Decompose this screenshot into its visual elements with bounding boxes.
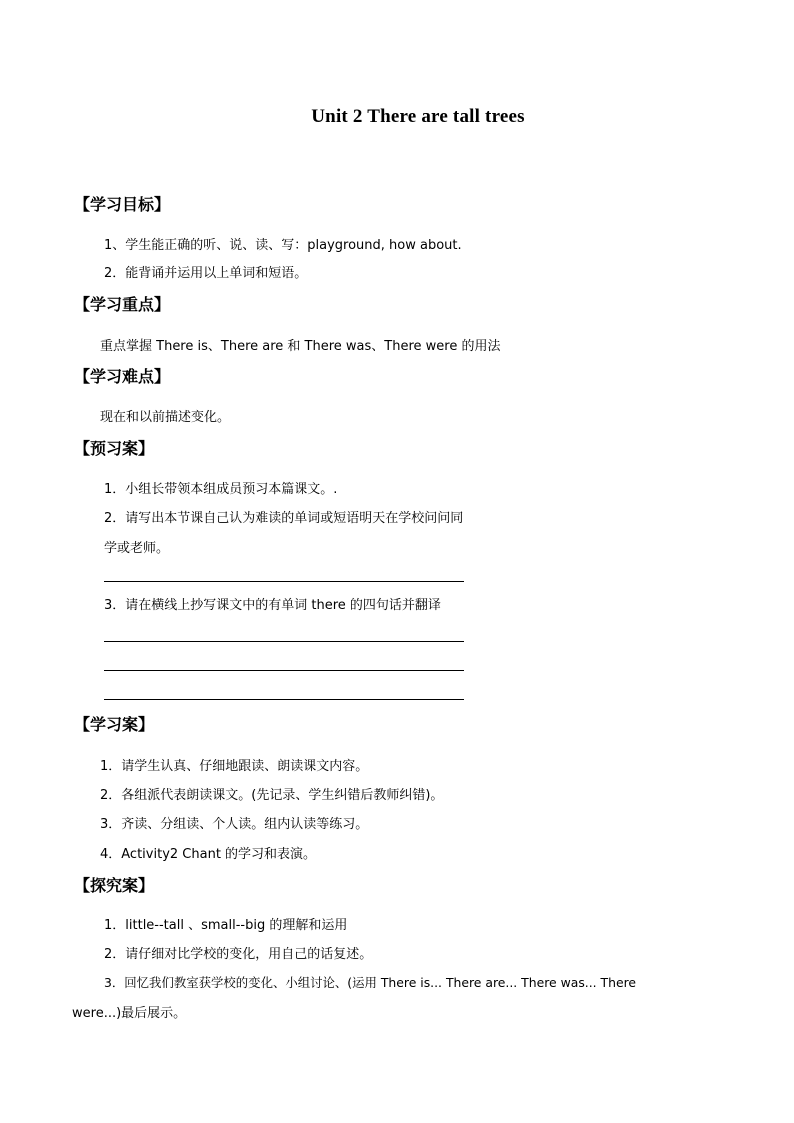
- explore-item-2: 2．请仔细对比学校的变化，用自己的话复述。: [104, 947, 373, 962]
- study-item-2: 2．各组派代表朗读课文。(先记录、学生纠错后教师纠错)。: [100, 788, 444, 803]
- difficulty-item-1: 现在和以前描述变化。: [100, 410, 231, 425]
- heading-explore: 【探究案】: [74, 876, 155, 895]
- heading-key-points: 【学习重点】: [74, 295, 171, 314]
- heading-difficulties: 【学习难点】: [74, 367, 171, 386]
- page-title: Unit 2 There are tall trees: [311, 106, 525, 127]
- objective-item-1: 1、学生能正确的听、说、读、写：playground, how about.: [104, 238, 462, 253]
- preview-item-1: 1．小组长带领本组成员预习本篇课文。.: [104, 482, 338, 497]
- explore-item-3-continued: were...)最后展示。: [72, 1006, 187, 1021]
- explore-item-3: 3．回忆我们教室获学校的变化、小组讨论、(运用 There is... There are... There was... There: [104, 975, 637, 990]
- answer-line-1[interactable]: [104, 581, 464, 582]
- heading-preview: 【预习案】: [74, 439, 155, 458]
- key-point-item-1: 重点掌握 There is、There are 和 There was、There were 的用法: [100, 339, 501, 354]
- study-item-4: 4．Activity2 Chant 的学习和表演。: [100, 847, 317, 862]
- preview-item-2: 2．请写出本节课自己认为难读的单词或短语明天在学校问问同: [104, 511, 464, 526]
- study-item-3: 3．齐读、分组读、个人读。组内认读等练习。: [100, 817, 369, 832]
- answer-line-2[interactable]: [104, 641, 464, 642]
- heading-objectives: 【学习目标】: [74, 195, 171, 214]
- explore-item-1: 1．little--tall 、small--big 的理解和运用: [104, 918, 348, 933]
- objective-item-2: 2．能背诵并运用以上单词和短语。: [104, 266, 308, 281]
- answer-line-4[interactable]: [104, 699, 464, 700]
- heading-study: 【学习案】: [74, 715, 155, 734]
- answer-line-3[interactable]: [104, 670, 464, 671]
- preview-item-2-continued: 学或老师。: [104, 541, 170, 556]
- preview-item-3: 3．请在横线上抄写课文中的有单词 there 的四句话并翻译: [104, 598, 441, 613]
- study-item-1: 1．请学生认真、仔细地跟读、朗读课文内容。: [100, 759, 369, 774]
